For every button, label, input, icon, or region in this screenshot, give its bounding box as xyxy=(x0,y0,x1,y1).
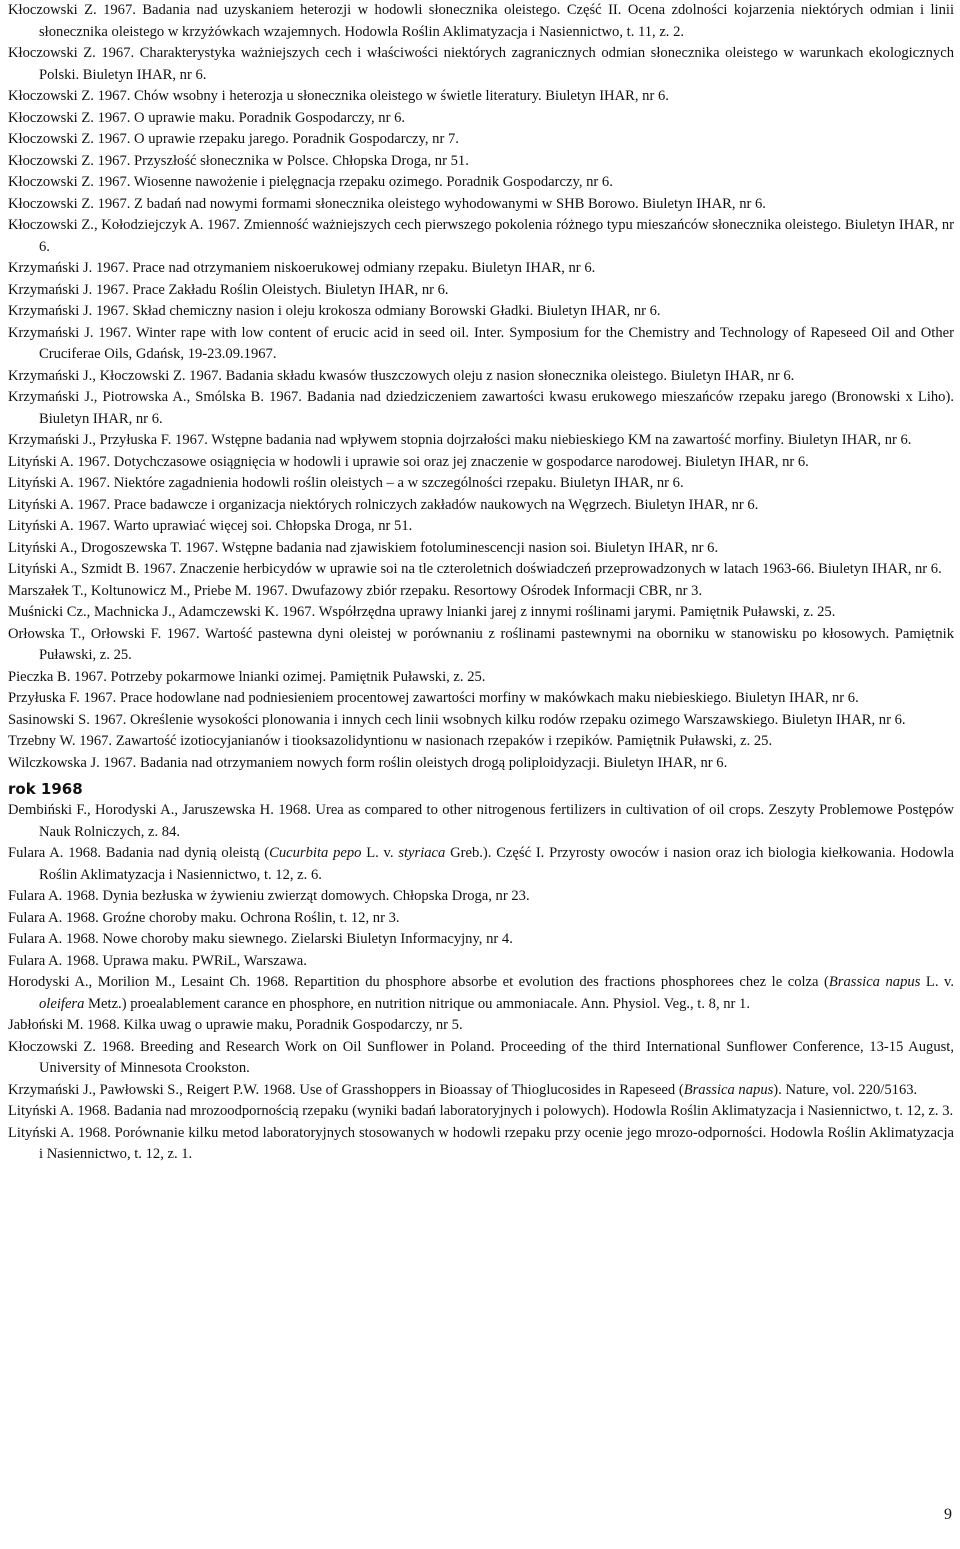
entry-text: Kłoczowski Z. 1967. O uprawie maku. Poradnik Gospodarczy, nr 6. xyxy=(8,109,406,126)
bibliography-entry xyxy=(8,1015,954,1037)
bibliography-entry xyxy=(8,280,954,302)
entry-text: Fulara A. 1968. Uprawa maku. PWRiL, Warszawa. xyxy=(8,952,307,969)
italic-text: Cucurbita pepo xyxy=(269,845,362,861)
entry-text: Krzymański J., Pawłowski S., Reigert P.W. 1968. Use of Grasshoppers in Bioassay of Thioglucosides in Rapeseed ( xyxy=(8,1081,684,1098)
entry-text: L. v. xyxy=(361,845,399,861)
bibliography-entry xyxy=(8,800,954,843)
entry-text: Krzymański J., Piotrowska A., Smólska B. 1967. Badania nad dziedziczeniem zawartości kwasu erukowego mieszańców rzepaku jarego (Bronowski x Liho). Biuletyn IHAR, nr 6. xyxy=(8,389,954,427)
entry-text: Krzymański J., Kłoczowski Z. 1967. Badania składu kwasów tłuszczowych oleju z nasion słonecznika oleistego. Biuletyn IHAR, nr 6. xyxy=(8,367,795,384)
bibliography-list xyxy=(8,0,954,1166)
section-heading: rok 1968 xyxy=(8,780,83,798)
entry-text: Kłoczowski Z. 1967. Charakterystyka ważniejszych cech i właściwości niektórych zagranicznych odmian słonecznika oleistego w warunkach ekologicznych Polski. Biuletyn IHAR, nr 6. xyxy=(8,45,954,83)
entry-text: Krzymański J. 1967. Prace Zakładu Roślin Oleistych. Biuletyn IHAR, nr 6. xyxy=(8,281,449,298)
bibliography-entry xyxy=(8,1037,954,1080)
bibliography-entry xyxy=(8,86,954,108)
entry-text: Kłoczowski Z. 1967. Badania nad uzyskaniem heterozji w hodowli słonecznika oleistego. Część II. Ocena zdolności kojarzenia niektórych odmian i linii słonecznika oleistego w krzyżówkach wzajemnych. Hodowla Roślin Aklimatyzacja i Nasiennictwo, t. 11, z. 2. xyxy=(8,2,954,40)
entry-text: Przyłuska F. 1967. Prace hodowlane nad podniesieniem procentowej zawartości morfiny w makówkach maku niebieskiego. Biuletyn IHAR, nr 6. xyxy=(8,690,859,706)
entry-text: Lityński A. 1968. Porównanie kilku metod laboratoryjnych stosowanych w hodowli rzepaku przy ocenie jego mrozo-odporności. Hodowla Roślin Aklimatyzacja i Nasiennictwo, t. 12, z. 1. xyxy=(8,1124,954,1162)
entry-text: Kłoczowski Z. 1967. Z badań nad nowymi formami słonecznika oleistego wyhodowanymi w SHB Borowo. Biuletyn IHAR, nr 6. xyxy=(8,195,766,212)
bibliography-entry xyxy=(8,667,954,689)
bibliography-entry xyxy=(8,559,954,581)
entry-text: Jabłoński M. 1968. Kilka uwag o uprawie maku, Poradnik Gospodarczy, nr 5. xyxy=(8,1017,463,1033)
entry-text: Kłoczowski Z., Kołodziejczyk A. 1967. Zmienność ważniejszych cech pierwszego pokolenia różnego typu mieszańców słonecznika oleistego. Biuletyn IHAR, nr 6. xyxy=(8,217,954,255)
bibliography-entry xyxy=(8,972,954,1015)
entry-text: Krzymański J. 1967. Winter rape with low content of erucic acid in seed oil. Inter. Symposium for the Chemistry and Technology of Rapeseed Oil and Other Cruciferae Oils, Gdańsk, 19-23.09.1967. xyxy=(8,324,954,362)
entry-text: Horodyski A., Morilion M., Lesaint Ch. 1968. Repartition du phosphore absorbe et evolution des fractions phosphorees chez le colza ( xyxy=(8,974,829,990)
bibliography-entry xyxy=(8,1123,954,1166)
entry-text: Kłoczowski Z. 1967. Wiosenne nawożenie i pielęgnacja rzepaku ozimego. Poradnik Gospodarczy, nr 6. xyxy=(8,174,613,190)
bibliography-entry xyxy=(8,473,954,495)
entry-text: Sasinowski S. 1967. Określenie wysokości plonowania i innych cech linii wsobnych kilku rodów rzepaku ozimego Warszawskiego. Biuletyn IHAR, nr 6. xyxy=(8,711,906,728)
italic-text: styriaca xyxy=(398,845,446,861)
bibliography-entry xyxy=(8,194,954,216)
entry-text: Marszałek T., Koltunowicz M., Priebe M. 1967. Dwufazowy zbiór rzepaku. Resortowy Ośrodek Informacji CBR, nr 3. xyxy=(8,582,703,599)
entry-text: Wilczkowska J. 1967. Badania nad otrzymaniem nowych form roślin oleistych drogą poliploidyzacji. Biuletyn IHAR, nr 6. xyxy=(8,754,728,771)
entry-text: Lityński A. 1967. Prace badawcze i organizacja niektórych rolniczych zakładów naukowych na Węgrzech. Biuletyn IHAR, nr 6. xyxy=(8,496,759,513)
entry-text: Lityński A., Szmidt B. 1967. Znaczenie herbicydów w uprawie soi na tle czteroletnich doświadczeń przeprowadzonych w latach 1963-66. Biuletyn IHAR, nr 6. xyxy=(8,561,942,577)
entry-text: Kłoczowski Z. 1967. Chów wsobny i heterozja u słonecznika oleistego w świetle literatury. Biuletyn IHAR, nr 6. xyxy=(8,88,669,104)
bibliography-entry xyxy=(8,886,954,908)
bibliography-entry xyxy=(8,624,954,667)
bibliography-entry xyxy=(8,258,954,280)
entry-text: Kłoczowski Z. 1967. O uprawie rzepaku jarego. Poradnik Gospodarczy, nr 7. xyxy=(8,131,459,147)
italic-text: oleifera xyxy=(39,995,85,1012)
bibliography-entry xyxy=(8,843,954,886)
bibliography-entry xyxy=(8,710,954,732)
entry-text: L. v. xyxy=(920,974,955,990)
entry-text: Krzymański J., Przyłuska F. 1967. Wstępne badania nad wpływem stopnia dojrzałości maku niebieskiego KM na zawartość morfiny. Biuletyn IHAR, nr 6. xyxy=(8,432,912,448)
entry-text: Fulara A. 1968. Badania nad dynią oleistą ( xyxy=(8,845,270,861)
bibliography-entry xyxy=(8,387,954,430)
entry-text: Muśnicki Cz., Machnicka J., Adamczewski K. 1967. Współrzędna uprawy lnianki jarej z innymi roślinami jarymi. Pamiętnik Puławski, z. 25. xyxy=(8,604,836,620)
bibliography-entry xyxy=(8,151,954,173)
bibliography-entry xyxy=(8,1080,954,1102)
bibliography-entry xyxy=(8,951,954,973)
bibliography-entry xyxy=(8,301,954,323)
bibliography-entry xyxy=(8,602,954,624)
entry-text: ). Nature, vol. 220/5163. xyxy=(773,1081,918,1098)
bibliography-entry xyxy=(8,452,954,474)
bibliography-entry xyxy=(8,172,954,194)
entry-text: Fulara A. 1968. Groźne choroby maku. Ochrona Roślin, t. 12, nr 3. xyxy=(8,909,400,926)
entry-text: Dembiński F., Horodyski A., Jaruszewska H. 1968. Urea as compared to other nitrogenous fertilizers in cultivation of oil crops. Zeszyty Problemowe Postępów Nauk Rolniczych, z. 84. xyxy=(8,802,954,840)
bibliography-entry xyxy=(8,929,954,951)
bibliography-entry xyxy=(8,731,954,753)
bibliography-entry xyxy=(8,516,954,538)
entry-text: Lityński A. 1967. Dotychczasowe osiągnięcia w hodowli i uprawie soi oraz jej znaczenie w gospodarce narodowej. Biuletyn IHAR, nr 6. xyxy=(8,453,809,470)
entry-text: Orłowska T., Orłowski F. 1967. Wartość pastewna dyni oleistej w porównaniu z roślinami pastewnymi na oborniku w stanowisku po kłosowych. Pamiętnik Puławski, z. 25. xyxy=(8,625,954,663)
bibliography-entry xyxy=(8,108,954,130)
entry-text: Kłoczowski Z. 1967. Przyszłość słonecznika w Polsce. Chłopska Droga, nr 51. xyxy=(8,152,469,169)
entry-text: Kłoczowski Z. 1968. Breeding and Research Work on Oil Sunflower in Poland. Proceeding of the third International Sunflower Conference, 13-15 August, University of Minnesota Crookston. xyxy=(8,1038,954,1076)
bibliography-entry xyxy=(8,215,954,258)
bibliography-entry xyxy=(8,43,954,86)
bibliography-entry xyxy=(8,129,954,151)
bibliography-entry xyxy=(8,1101,954,1123)
page-number: 9 xyxy=(944,1506,952,1523)
bibliography-entry xyxy=(8,908,954,930)
entry-text: Lityński A. 1967. Warto uprawiać więcej soi. Chłopska Droga, nr 51. xyxy=(8,518,413,534)
entry-text: Metz.) proealablement carance en phosphore, en nutrition nitrique ou ammoniacale. Ann. Physiol. Veg., t. 8, nr 1. xyxy=(84,995,751,1012)
bibliography-entry xyxy=(8,430,954,452)
bibliography-entry xyxy=(8,495,954,517)
entry-text: Greb.). Część I. Przyrosty owoców i nasion oraz ich biologia kiełkowania. Hodowla Roślin Aklimatyzacja i Nasiennictwo, t. 12, z. 6. xyxy=(39,845,954,883)
bibliography-entry xyxy=(8,366,954,388)
entry-text: Krzymański J. 1967. Prace nad otrzymaniem niskoerukowej odmiany rzepaku. Biuletyn IHAR, nr 6. xyxy=(8,260,596,276)
entry-text: Fulara A. 1968. Dynia bezłuska w żywieniu zwierząt domowych. Chłopska Droga, nr 23. xyxy=(8,888,530,904)
bibliography-entry xyxy=(8,581,954,603)
bibliography-entry xyxy=(8,323,954,366)
bibliography-entry xyxy=(8,0,954,43)
italic-text: Brassica napus xyxy=(828,974,921,990)
entry-text: Lityński A. 1967. Niektóre zagadnienia hodowli roślin oleistych – a w szczególności rzepaku. Biuletyn IHAR, nr 6. xyxy=(8,475,684,491)
entry-text: Krzymański J. 1967. Skład chemiczny nasion i oleju krokosza odmiany Borowski Gładki. Biuletyn IHAR, nr 6. xyxy=(8,303,661,319)
entry-text: Fulara A. 1968. Nowe choroby maku siewnego. Zielarski Biuletyn Informacyjny, nr 4. xyxy=(8,931,513,947)
entry-text: Lityński A., Drogoszewska T. 1967. Wstępne badania nad zjawiskiem fotoluminescencji nasion soi. Biuletyn IHAR, nr 6. xyxy=(8,539,719,556)
bibliography-entry xyxy=(8,538,954,560)
entry-text: Pieczka B. 1967. Potrzeby pokarmowe lnianki ozimej. Pamiętnik Puławski, z. 25. xyxy=(8,668,486,685)
italic-text: Brassica napus xyxy=(683,1081,774,1098)
bibliography-entry xyxy=(8,688,954,710)
entry-text: Trzebny W. 1967. Zawartość izotiocyjanianów i tiooksazolidyntionu w nasionach rzepaków i rzepików. Pamiętnik Puławski, z. 25. xyxy=(8,733,773,749)
bibliography-entry xyxy=(8,753,954,775)
entry-text: Lityński A. 1968. Badania nad mrozoodpornością rzepaku (wyniki badań laboratoryjnych i polowych). Hodowla Roślin Aklimatyzacja i Nasiennictwo, t. 12, z. 3. xyxy=(8,1103,954,1119)
